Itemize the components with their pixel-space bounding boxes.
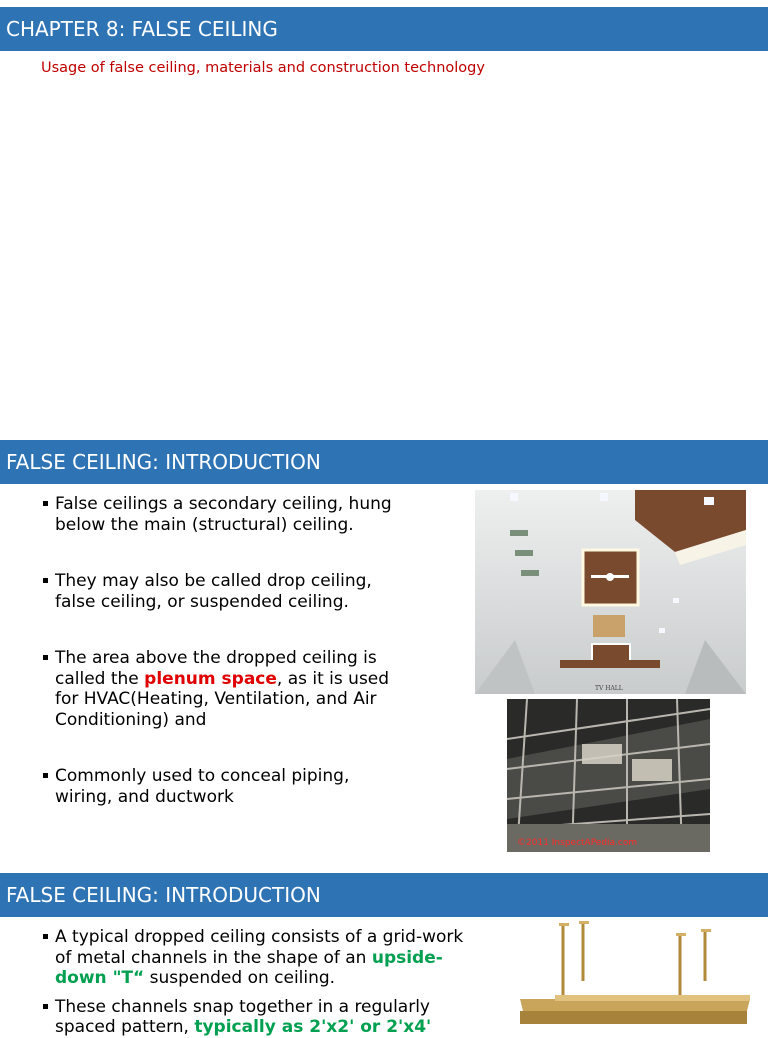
suspended-grid-photo	[507, 699, 710, 852]
bullet-item: They may also be called drop ceiling, false ceiling, or suspended ceiling.	[41, 571, 401, 612]
bullet-text: A typical dropped ceiling consists of a grid-work of metal channels in the shape of an	[55, 927, 464, 968]
bullet-item	[41, 997, 481, 1038]
slide-title: FALSE CEILING: INTRODUCTION	[0, 873, 768, 917]
bullet-item: False ceilings a secondary ceiling, hung below the main (structural) ceiling.	[41, 494, 401, 535]
bullet-text: , as it is used for HVAC(Heating, Ventilation, and Air Conditioning) and	[55, 668, 390, 730]
bullet-item: Commonly used to conceal piping, wiring, and ductwork	[41, 766, 401, 807]
bullet-text: These channels snap together in a regularly spaced pattern,	[55, 996, 430, 1037]
highlight-grid-size: typically as 2'x2' or 2'x4'	[194, 1017, 432, 1037]
slide-introduction-2	[0, 866, 768, 1037]
suspended-grid-illustration	[507, 699, 710, 852]
false-ceiling-photo	[475, 490, 746, 694]
slide-title: CHAPTER 8: FALSE CEILING	[0, 7, 768, 51]
slide-title: FALSE CEILING: INTRODUCTION	[0, 440, 768, 484]
slide-subtitle: Usage of false ceiling, materials and construction technology	[41, 60, 485, 76]
image-caption: TV HALL	[595, 685, 623, 692]
bullet-text: suspended on ceiling.	[144, 968, 336, 988]
bullet-item	[41, 648, 401, 730]
slide-chapter-title	[0, 0, 768, 432]
slide-introduction-1	[0, 433, 768, 865]
highlight-upside-down-t: upside-down "T“	[55, 947, 443, 988]
suspension-frame-illustration	[515, 921, 752, 1024]
image-watermark: ©2011 InspectAPedia.com	[517, 838, 638, 848]
false-ceiling-illustration	[475, 490, 746, 694]
bullet-text: The area above the dropped ceiling is called the	[55, 648, 377, 689]
highlight-plenum-space: plenum space	[144, 668, 277, 689]
bullet-list	[41, 927, 481, 1038]
suspension-frame-photo	[515, 921, 752, 1024]
bullet-list	[41, 494, 401, 807]
bullet-item	[41, 927, 481, 989]
